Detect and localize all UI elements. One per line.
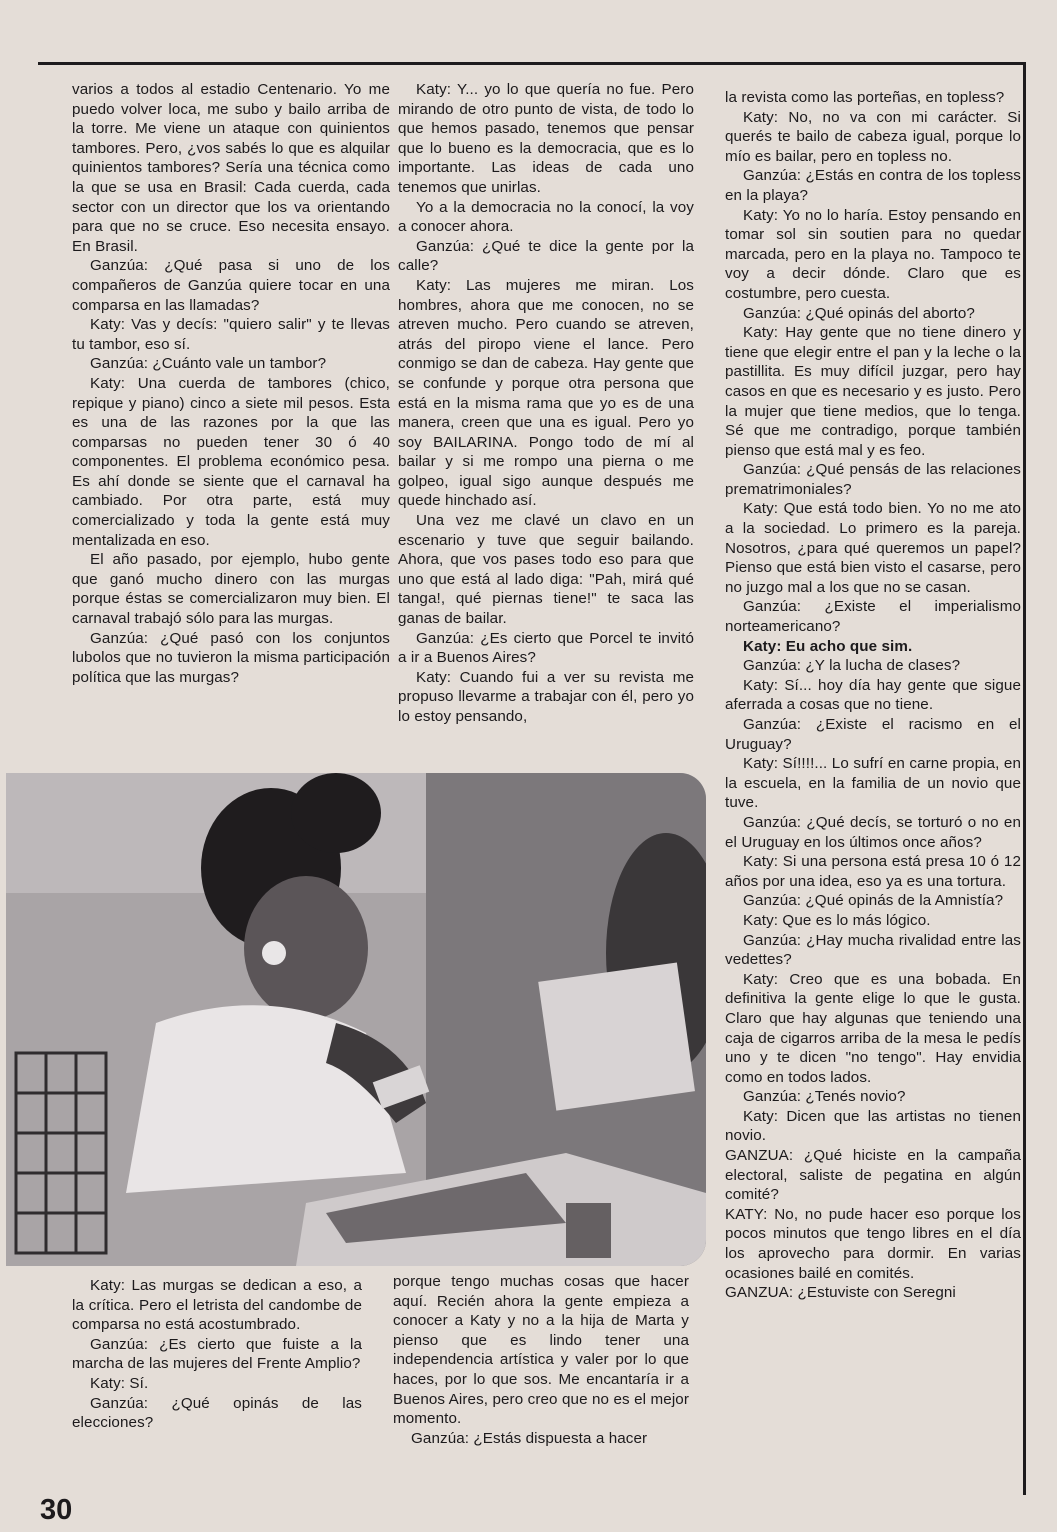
paragraph: Ganzúa: ¿Qué opinás de la Amnistía? <box>743 892 1004 910</box>
paragraph: Ganzúa: ¿Qué pasó con los conjuntos lubolos que no tuvieron la misma participación política que las murgas? <box>72 629 390 686</box>
paragraph: Katy: Creo que es una bobada. En definitiva la gente elige lo que le gusta. Claro que hay algunas que teniendo una caja de cigarros arriba de la mesa le pedís uno y te dicen "no tengo". Hay envidia como en todos lados. <box>725 970 1021 1086</box>
column-1 <box>72 80 390 687</box>
paragraph: Katy: Hay gente que no tiene dinero y tiene que elegir entre el pan y la leche o la pastillita. Es muy difícil juzgar, pero hay casos en que es necesario y es justo. Pero la mujer que tiene medios, que lo tenga. Sé que me contradigo, porque también pienso que está mal y es feo. <box>725 324 1021 459</box>
paragraph: GANZUA: ¿Estuviste con Seregni <box>725 1284 956 1302</box>
photo-katy <box>6 773 706 1266</box>
paragraph: Ganzúa: ¿Estás dispuesta a hacer <box>411 1429 648 1447</box>
paragraph: Ganzúa: ¿Hay mucha rivalidad entre las vedettes? <box>725 931 1021 969</box>
paragraph-bold: Katy: Eu acho que sim. <box>743 637 913 655</box>
paragraph: Ganzúa: ¿Es cierto que fuiste a la marcha de las mujeres del Frente Amplio? <box>72 1335 362 1373</box>
paragraph: Katy: Que es lo más lógico. <box>743 911 931 929</box>
paragraph: GANZUA: ¿Qué hiciste en la campaña electoral, saliste de pegatina en algún comité? <box>725 1147 1021 1204</box>
paragraph: Katy: No, no va con mi carácter. Si querés te bailo de cabeza igual, porque lo mío es bailar, pero en topless no. <box>725 108 1021 165</box>
paragraph: Yo a la democracia no la conocí, la voy a conocer ahora. <box>398 198 694 236</box>
paragraph: Katy: Y... yo lo que quería no fue. Pero mirando de otro punto de vista, de todo lo que hemos pasado, tenemos que pensar que lo bueno es la democracia, que es lo importante. Las ideas de cada uno tenemos que unirlas. <box>398 81 694 196</box>
paragraph: KATY: No, no pude hacer eso porque los pocos minutos que tengo libres en el día los aprovecho para dormir. En varias ocasiones bailé en comités. <box>725 1205 1021 1282</box>
paragraph: Ganzúa: ¿Tenés novio? <box>743 1088 906 1106</box>
paragraph: Ganzúa: ¿Qué te dice la gente por la calle? <box>398 237 694 275</box>
page-number: 30 <box>40 1494 73 1526</box>
paragraph: Ganzúa: ¿Qué opinás de las elecciones? <box>72 1394 362 1432</box>
paragraph: Ganzúa: ¿Qué pasa si uno de los compañeros de Ganzúa quiere tocar en una comparsa en las llamadas? <box>72 257 390 314</box>
paragraph: Katy: Sí. <box>90 1374 149 1392</box>
column-3 <box>725 88 1021 1303</box>
paragraph: Ganzúa: ¿Es cierto que Porcel te invitó a ir a Buenos Aires? <box>398 629 694 667</box>
paragraph: Katy: Una cuerda de tambores (chico, repique y piano) cinco a siete mil pesos. Esta es una de las razones por la que las comparsas no pueden tener 30 ó 40 componentes. El problema económico pesa. Es ahí donde se siente que el carnaval ha cambiado. Por otra parte, está muy comercializado y toda la gente está muy mentalizada en eso. <box>72 374 390 549</box>
paragraph: Katy: Sí... hoy día hay gente que sigue aferrada a cosas que no tiene. <box>725 676 1021 714</box>
paragraph: Una vez me clavé un clavo en un escenario y tuve que seguir bailando. Ahora, que vos pases todo eso para que uno que está al lado diga: "Pah, mirá qué tanga!, qué piernas tiene!" te saca las ganas de bailar. <box>398 512 694 628</box>
paragraph: Ganzúa: ¿Qué opinás del aborto? <box>743 304 975 322</box>
paragraph: Ganzúa: ¿Existe el racismo en el Uruguay? <box>725 716 1021 753</box>
column-2 <box>398 80 694 727</box>
paragraph: porque tengo muchas cosas que hacer aquí. Recién ahora la gente empieza a conocer a Katy y no a la hija de Marta y pienso que es lindo tener una independencia artística y valer por lo que haces, por lo que sos. Me encantaría ir a Buenos Aires, pero creo que no es el mejor momento. <box>393 1273 689 1428</box>
paragraph: Ganzúa: ¿Estás en contra de los topless en la playa? <box>725 167 1021 204</box>
paragraph: Katy: Que está todo bien. Yo no me ato a la sociedad. Lo primero es la pareja. Nosotros, ¿para qué queremos un papel? Pienso que está bien visto el casarse, pero no juzgo mal a los que no se casan. <box>725 500 1021 596</box>
paragraph: Ganzúa: ¿Cuánto vale un tambor? <box>90 355 327 373</box>
paragraph: Katy: Si una persona está presa 10 ó 12 años por una idea, eso ya es una tortura. <box>725 853 1021 890</box>
paragraph: Ganzúa: ¿Existe el imperialismo norteamericano? <box>725 598 1021 636</box>
paragraph: Katy: Dicen que las artistas no tienen novio. <box>725 1107 1021 1145</box>
paragraph: Ganzúa: ¿Qué pensás de las relaciones prematrimoniales? <box>725 461 1021 498</box>
paragraph: la revista como las porteñas, en topless? <box>725 89 1005 106</box>
paragraph: El año pasado, por ejemplo, hubo gente que ganó mucho dinero con las murgas porque éstas se comercializaron muy bien. El carnaval trabajó sólo para las murgas. <box>72 551 390 628</box>
column-5 <box>393 1272 689 1448</box>
paragraph: Katy: Las murgas se dedican a eso, a la crítica. Pero el letrista del candombe de comparsa no está acostumbrado. <box>72 1277 362 1334</box>
paragraph: Katy: Sí!!!!... Lo sufrí en carne propia, en la escuela, en la familia de un novio que tuve. <box>725 755 1021 812</box>
paragraph: Katy: Las mujeres me miran. Los hombres, ahora que me conocen, no se atreven mucho. Pero cuando se atreven, atrás del piropo viene el lance. Pero conmigo se dan de cabeza. Hay gente que se confunde y porque otra persona que está en la misma rama que yo es de una manera, creen que una es igual. Pero yo soy BAILARINA. Pongo todo de mí al bailar y si me rompo una pierna o me golpeo, igual sigo aunque después me quede hinchado así. <box>398 276 694 510</box>
paragraph: Ganzúa: ¿Y la lucha de clases? <box>743 657 961 675</box>
paragraph: Ganzúa: ¿Qué decís, se torturó o no en el Uruguay en los últimos once años? <box>725 813 1021 851</box>
paragraph: Katy: Vas y decís: "quiero salir" y te llevas tu tambor, eso sí. <box>72 316 390 353</box>
paragraph: varios a todos al estadio Centenario. Yo me puedo volver loca, me subo y bailo arriba de la torre. Me viene un ataque con quinientos tambores. Pero, ¿vos sabés lo que es alquilar quinientos tambores? Sería una técnica como la que se usa en Brasil: Cada cuerda, cada sector con un director que los va orientando para que no se cruce. Eso necesita ensayo. En Brasil. <box>72 81 390 255</box>
column-4 <box>72 1276 362 1433</box>
paragraph: Katy: Cuando fui a ver su revista me propuso llevarme a trabajar con él, pero yo lo estoy pensando, <box>398 668 694 725</box>
paragraph: Katy: Yo no lo haría. Estoy pensando en tomar sol sin soutien para no quedar marcada, pero en la playa no. Tampoco te voy a decir dónde. Claro que es costumbre, pero cuesta. <box>725 206 1021 302</box>
